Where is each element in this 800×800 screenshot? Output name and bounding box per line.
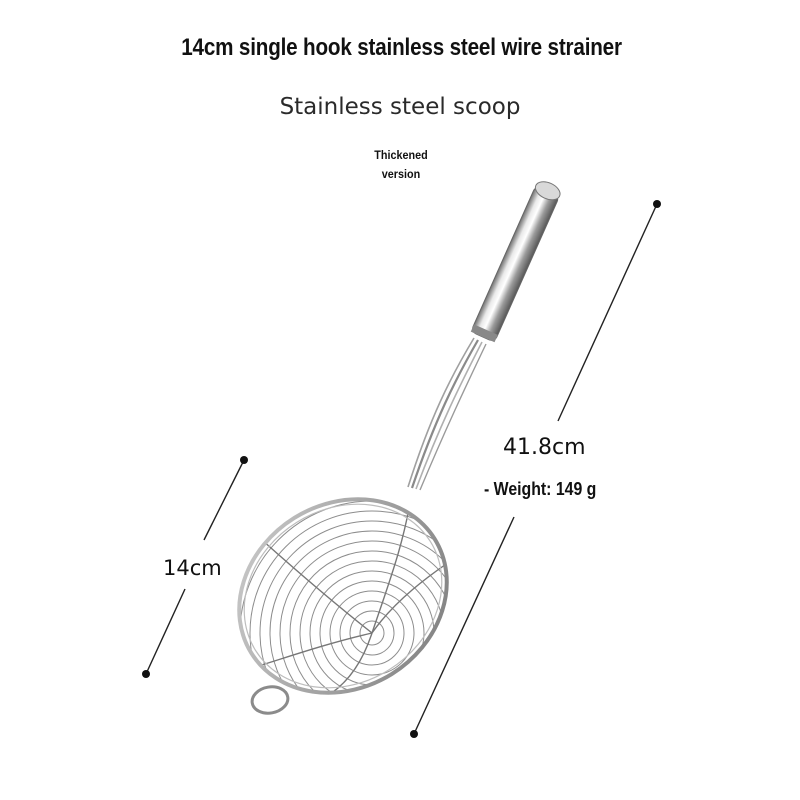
length-dimension-line — [410, 200, 661, 738]
badge-line-1: Thickened — [374, 148, 428, 162]
badge-line-2: version — [381, 167, 421, 181]
length-label: 41.8cm — [503, 435, 586, 460]
product-title: 14cm single hook stainless steel wire strainer — [181, 34, 622, 61]
weight-label: - Weight: 149 g — [484, 479, 597, 499]
diameter-label: 14cm — [163, 556, 222, 580]
product-subtitle: Stainless steel scoop — [279, 94, 521, 120]
